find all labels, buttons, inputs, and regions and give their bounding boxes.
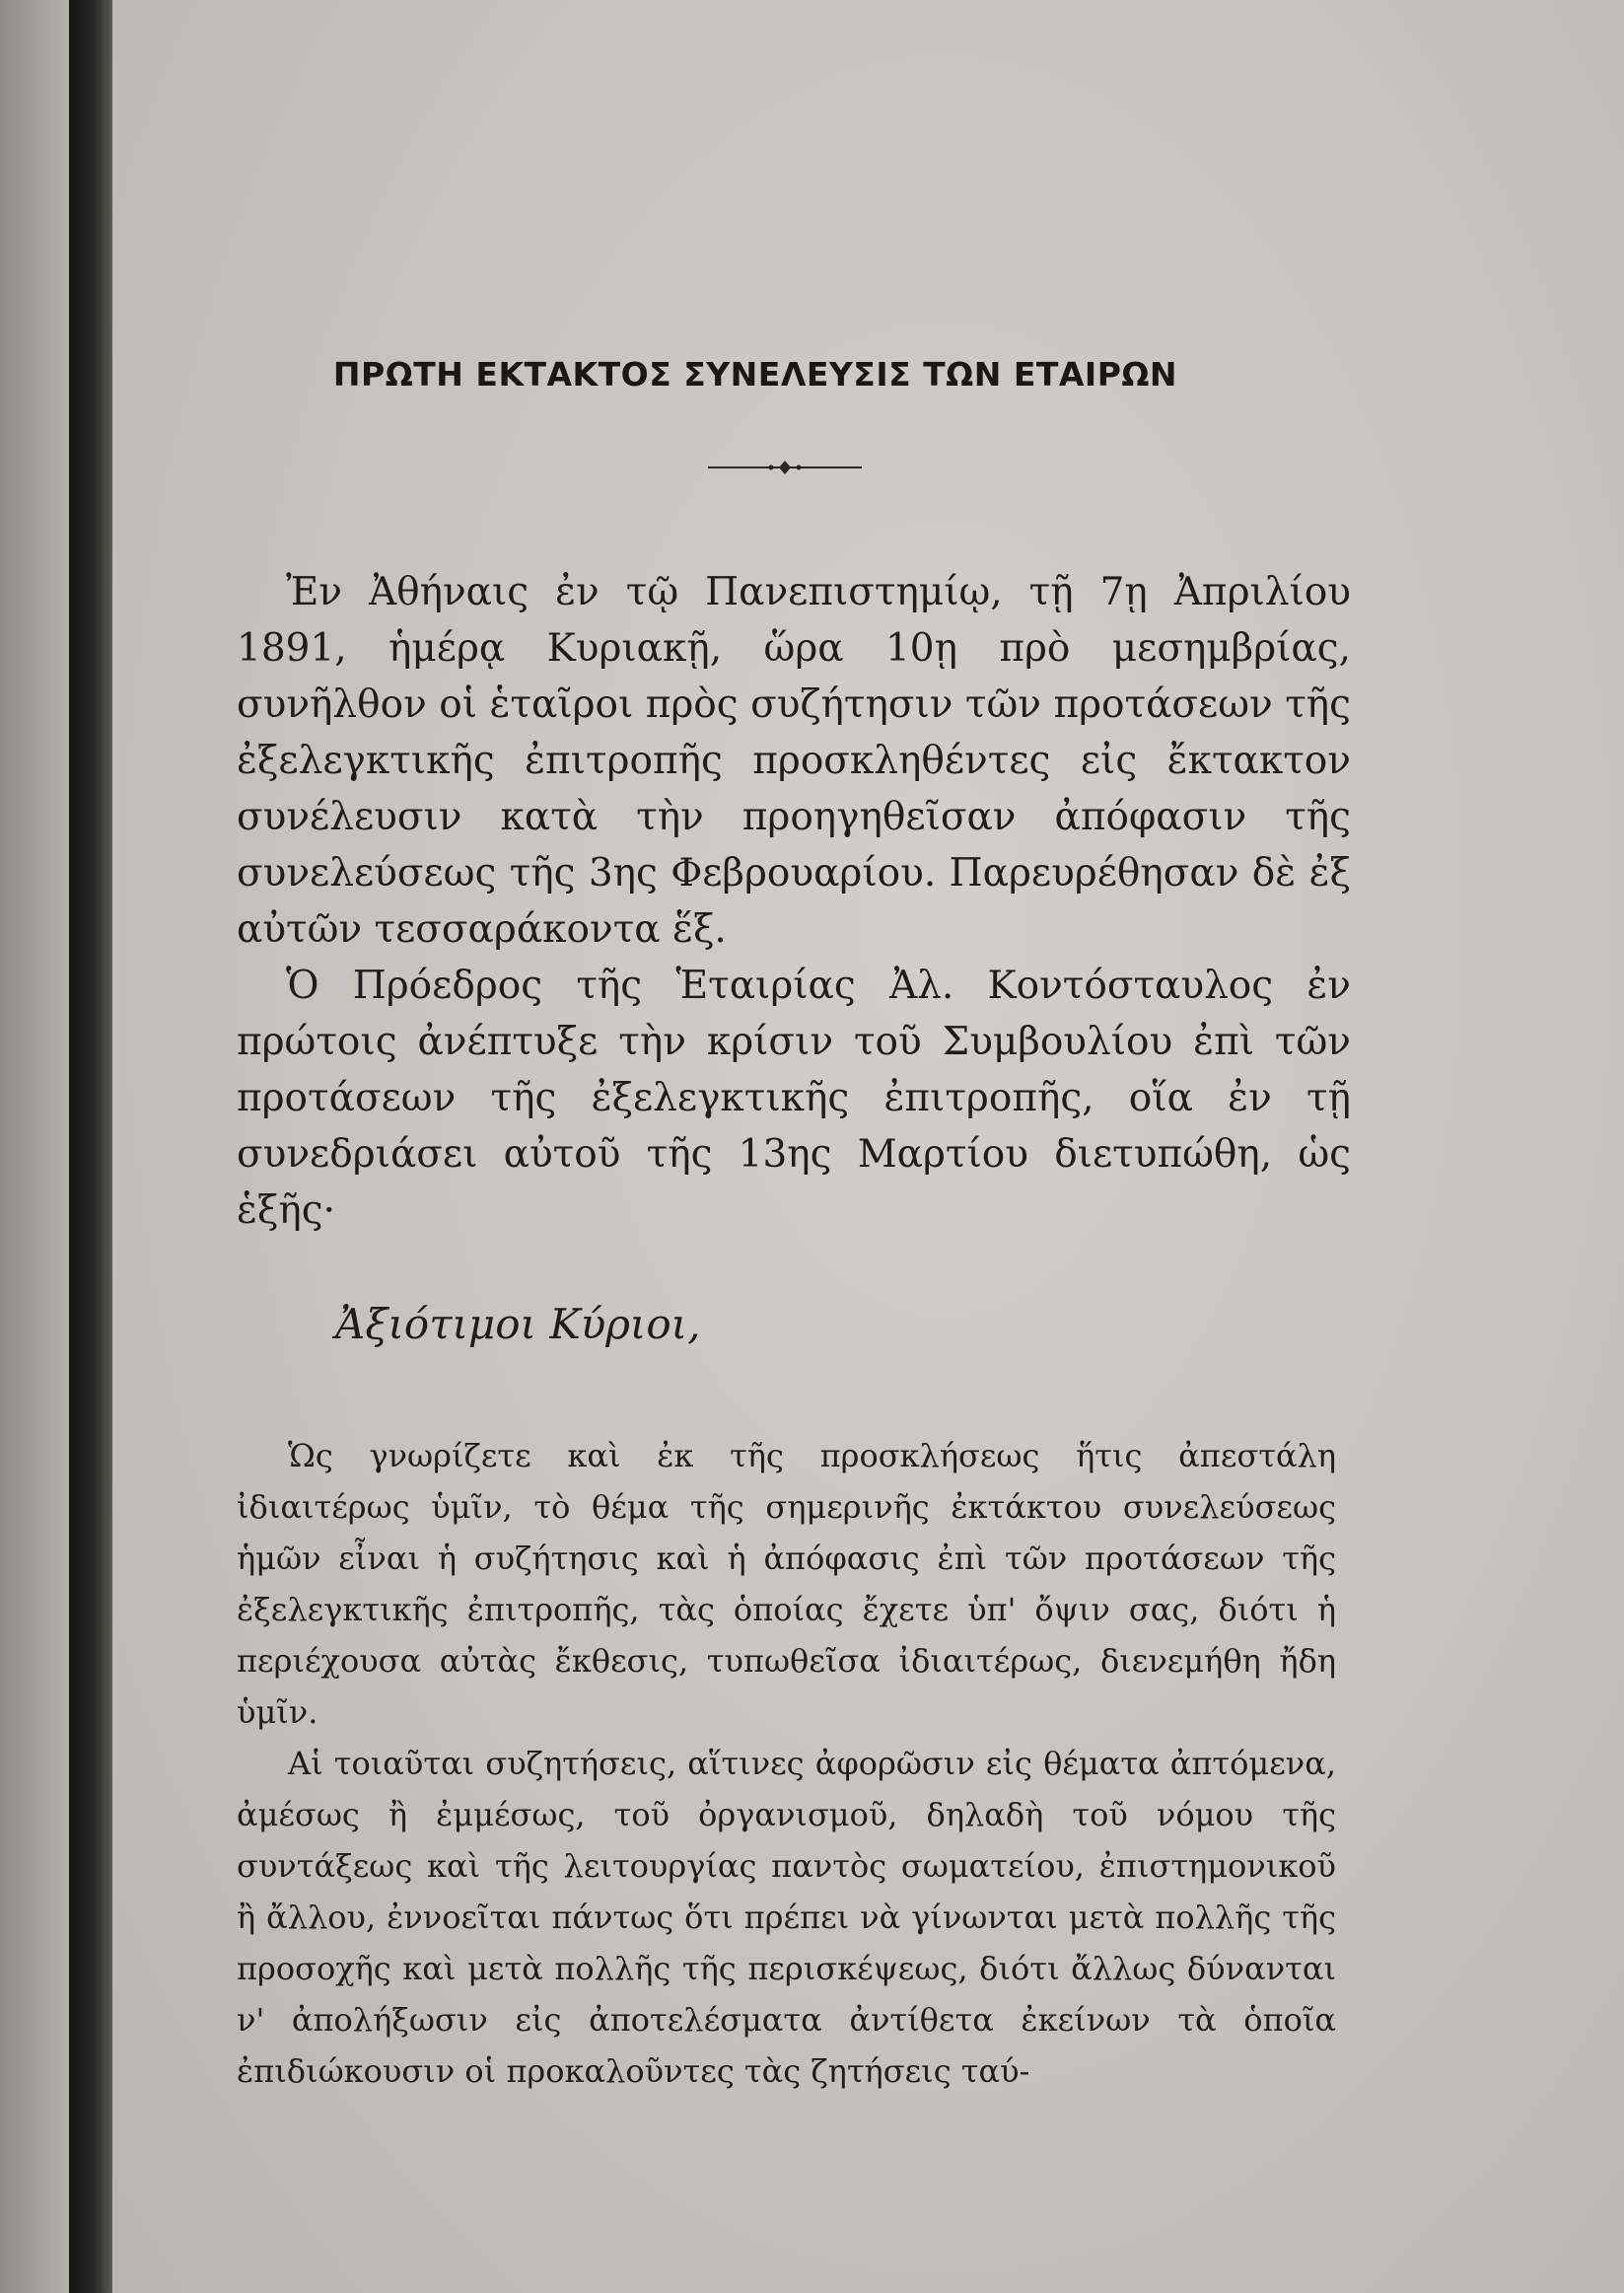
page-heading: ΠΡΩΤΗ ΕΚΤΑΚΤΟΣ ΣΥΝΕΛΕΥΣΙΣ ΤΩΝ ΕΤΑΙΡΩΝ bbox=[332, 355, 1178, 394]
minutes-paragraph-1: Ἐν Ἀθήναις ἐν τῷ Πανεπιστημίῳ, τῇ 7ῃ Ἀπριλίου 1891, ἡμέρᾳ Κυριακῇ, ὥρα 10ῃ πρὸ μεσημβρίας, συνῆλθον οἱ ἑταῖροι πρὸς συζήτησιν τῶν προτάσεων τῆς ἐξελεγκτικῆς ἐπιτροπῆς προσκληθέντες εἰς ἔκτακτον συνέλευσιν κατὰ τὴν προηγηθεῖσαν ἀπόφασιν τῆς συνελεύσεως τῆς 3ης Φεβρουαρίου. Παρευρέθησαν δὲ ἐξ αὐτῶν τεσσαράκοντα ἕξ. bbox=[237, 570, 1351, 952]
book-gutter-shadow bbox=[69, 0, 112, 2293]
letter-paragraph-1: Ὡς γνωρίζετε καὶ ἐκ τῆς προσκλήσεως ἥτις ἀπεστάλη ἰδιαιτέρως ὑμῖν, τὸ θέμα τῆς σημερινῆς ἐκτάκτου συνελεύσεως ἡμῶν εἶναι ἡ συζήτησις καὶ ἡ ἀπόφασις ἐπὶ τῶν προτάσεων τῆς ἐξελεγκτικῆς ἐπιτροπῆς, τὰς ὁποίας ἔχετε ὑπ' ὄψιν σας, διότι ἡ περιέχουσα αὐτὰς ἔκθεσις, τυπωθεῖσα ἰδιαιτέρως, διενεμήθη ἤδη ὑμῖν. bbox=[237, 1437, 1336, 1731]
minutes-text bbox=[237, 564, 1351, 1239]
letter-paragraph-2: Αἱ τοιαῦται συζητήσεις, αἵτινες ἀφορῶσιν εἰς θέματα ἀπτόμενα, ἀμέσως ἢ ἐμμέσως, τοῦ ὀργανισμοῦ, δηλαδὴ τοῦ νόμου τῆς συντάξεως καὶ τῆς λειτουργίας παντὸς σωματείου, ἐπιστημονικοῦ ἢ ἄλλου, ἐννοεῖται πάντως ὅτι πρέπει νὰ γίνωνται μετὰ πολλῆς τῆς προσοχῆς καὶ μετὰ πολλῆς τῆς περισκέψεως, διότι ἄλλως δύνανται ν' ἀπολήξωσιν εἰς ἀποτελέσματα ἀντίθετα ἐκείνων τὰ ὁποῖα ἐπιδιώκουσιν οἱ προκαλοῦντες τὰς ζητήσεις ταύ- bbox=[237, 1745, 1336, 2090]
heading-ornament bbox=[708, 456, 862, 479]
book-binding-edge bbox=[0, 0, 69, 2293]
letter-salutation: Ἀξιότιμοι Κύριοι, bbox=[335, 1300, 701, 1348]
minutes-paragraph-2: Ὁ Πρόεδρος τῆς Ἑταιρίας Ἀλ. Κοντόσταυλος ἐν πρώτοις ἀνέπτυξε τὴν κρίσιν τοῦ Συμβουλίου ἐπὶ τῶν προτάσεων τῆς ἐξελεγκτικῆς ἐπιτροπῆς, οἵα ἐν τῇ συνεδριάσει αὐτοῦ τῆς 13ης Μαρτίου διετυπώθη, ὡς ἑξῆς· bbox=[237, 964, 1351, 1233]
letter-text bbox=[237, 1430, 1336, 2097]
